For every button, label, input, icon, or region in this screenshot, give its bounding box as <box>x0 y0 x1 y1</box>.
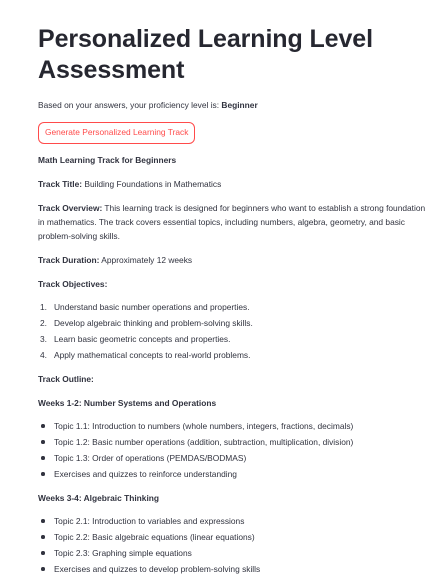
section-heading-weeks-1-2: Weeks 1-2: Number Systems and Operations <box>38 398 217 408</box>
list-item-text: Exercises and quizzes to reinforce understanding <box>54 469 237 479</box>
track-duration-line <box>38 253 428 267</box>
track-title-line <box>38 177 428 191</box>
objective-number: 4. <box>40 350 47 360</box>
objective-item <box>38 332 428 346</box>
proficiency-level-prefix: Based on your answers, your proficiency level is: <box>38 100 222 110</box>
bullet-icon <box>41 551 45 555</box>
section-topics-list <box>38 419 428 481</box>
track-title-value: Building Foundations in Mathematics <box>82 179 222 189</box>
list-item <box>38 419 428 433</box>
list-item-text: Topic 1.3: Order of operations (PEMDAS/BODMAS) <box>54 453 247 463</box>
list-item <box>38 435 428 449</box>
list-item-text: Topic 2.1: Introduction to variables and expressions <box>54 516 245 526</box>
objective-item <box>38 316 428 330</box>
track-overview-value: This learning track is designed for beginners who want to establish a strong foundation in mathematics. The track covers essential topics, including numbers, algebra, geometry, and basic problem-solving skills. <box>38 203 426 241</box>
bullet-icon <box>41 440 45 444</box>
bullet-icon <box>41 535 45 539</box>
track-overview-label: Track Overview: <box>38 203 103 213</box>
bullet-icon <box>41 424 45 428</box>
proficiency-level-text <box>38 98 428 112</box>
objective-item <box>38 300 428 314</box>
track-objectives-heading: Track Objectives: <box>38 279 108 289</box>
list-item-text: Topic 1.1: Introduction to numbers (whole numbers, integers, fractions, decimals) <box>54 421 354 431</box>
bullet-icon <box>41 472 45 476</box>
section-topics-list <box>38 514 428 576</box>
objective-number: 1. <box>40 302 47 312</box>
bullet-icon <box>41 519 45 523</box>
track-title-label: Track Title: <box>38 179 83 189</box>
objective-text: Learn basic geometric concepts and properties. <box>54 334 231 344</box>
objective-number: 2. <box>40 318 47 328</box>
track-duration-label: Track Duration: <box>38 255 100 265</box>
bullet-icon <box>41 567 45 571</box>
list-item <box>38 451 428 465</box>
objective-text: Apply mathematical concepts to real-world problems. <box>54 350 251 360</box>
list-item <box>38 562 428 576</box>
track-heading: Math Learning Track for Beginners <box>38 155 177 165</box>
objective-text: Understand basic number operations and properties. <box>54 302 250 312</box>
list-item-text: Exercises and quizzes to develop problem-solving skills <box>54 564 261 574</box>
track-duration-value: Approximately 12 weeks <box>99 255 193 265</box>
proficiency-level-value: Beginner <box>221 100 258 110</box>
objective-item <box>38 348 428 362</box>
list-item-text: Topic 2.2: Basic algebraic equations (linear equations) <box>54 532 255 542</box>
list-item-text: Topic 2.3: Graphing simple equations <box>54 548 192 558</box>
objectives-list <box>38 300 428 362</box>
list-item-text: Topic 1.2: Basic number operations (addition, subtraction, multiplication, division) <box>54 437 354 447</box>
objective-number: 3. <box>40 334 47 344</box>
list-item <box>38 546 428 560</box>
list-item <box>38 514 428 528</box>
page-title: Personalized Learning Level Assessment <box>38 25 373 84</box>
track-overview-paragraph <box>38 201 428 243</box>
list-item <box>38 467 428 481</box>
objective-text: Develop algebraic thinking and problem-solving skills. <box>54 318 253 328</box>
generate-learning-track-button[interactable]: Generate Personalized Learning Track <box>38 122 195 144</box>
section-heading-weeks-3-4: Weeks 3-4: Algebraic Thinking <box>38 493 160 503</box>
bullet-icon <box>41 456 45 460</box>
list-item <box>38 530 428 544</box>
track-outline-heading: Track Outline: <box>38 374 94 384</box>
